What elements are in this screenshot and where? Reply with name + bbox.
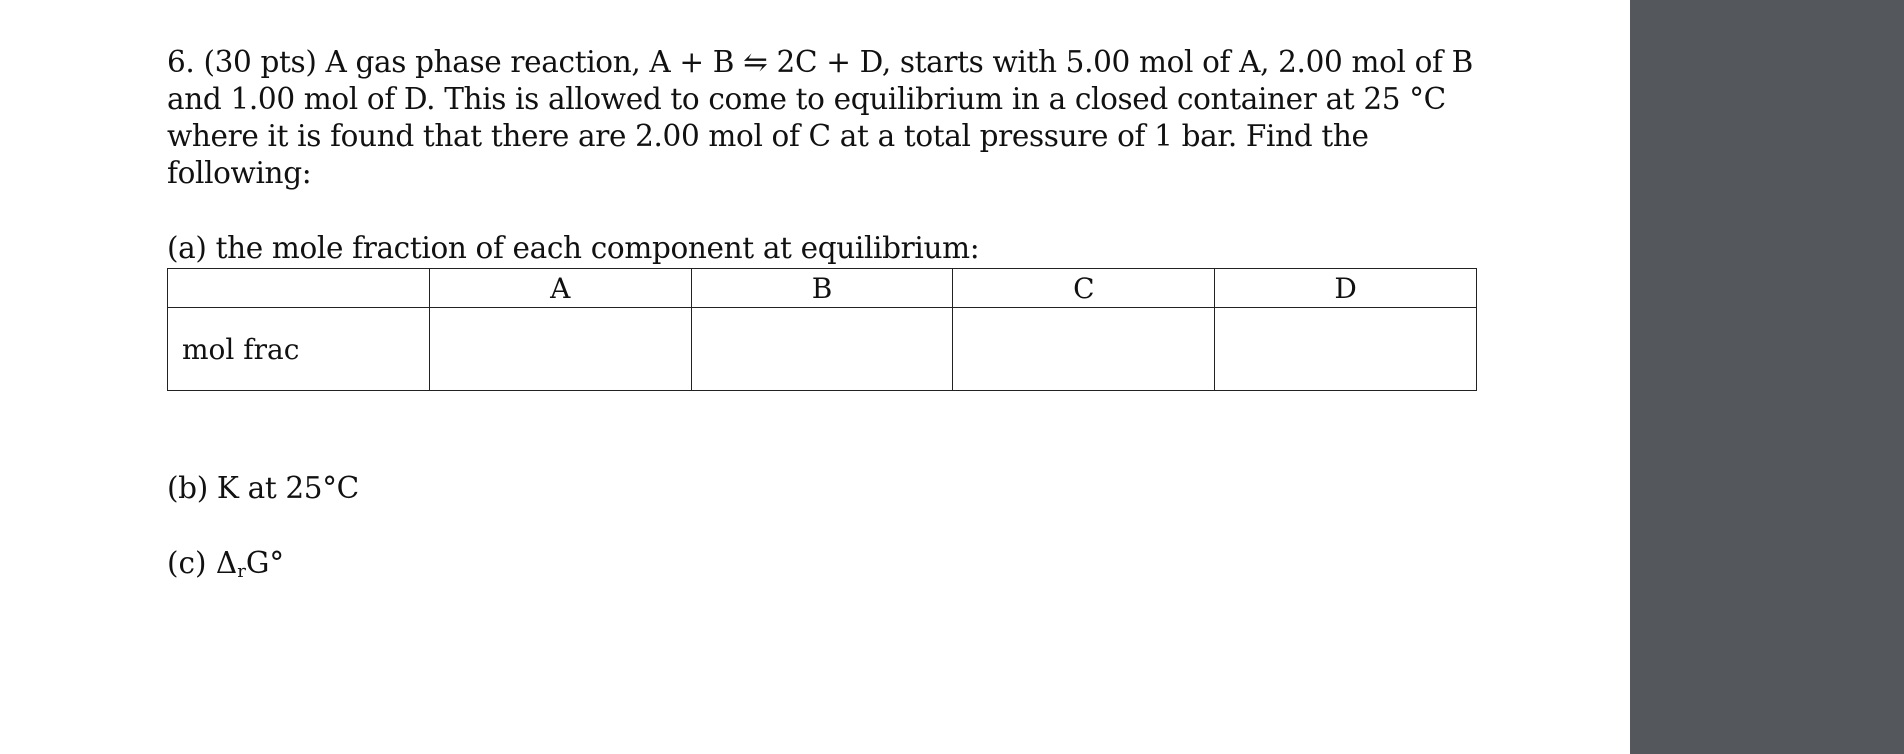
part-c-prefix: (c) Δ — [167, 546, 238, 580]
table-header-d: D — [1215, 269, 1477, 308]
table-row — [168, 308, 1477, 391]
viewer-side-panel — [1630, 0, 1904, 754]
cell-b — [691, 308, 953, 391]
part-a-prompt: (a) the mole fraction of each component at equilibrium: — [167, 231, 980, 265]
table-header-b: B — [691, 269, 953, 308]
table-header-a: A — [429, 269, 691, 308]
question-block — [167, 44, 1487, 267]
part-b-prompt: (b) K at 25°C — [167, 471, 359, 505]
part-c-suffix: G° — [245, 546, 285, 580]
row-label-mol-frac: mol frac — [168, 308, 430, 391]
mole-fraction-table — [167, 268, 1477, 391]
cell-d — [1215, 308, 1477, 391]
table-header-row — [168, 269, 1477, 308]
part-c-subscript: r — [237, 561, 246, 582]
table-header-empty — [168, 269, 430, 308]
part-c-prompt — [167, 545, 284, 590]
question-text: 6. (30 pts) A gas phase reaction, A + B ⇋ 2C + D, starts with 5.00 mol of A, 2.00 mol of B and 1.00 mol of D. This is allowed to come to equilibrium in a closed container at 25 °C where it is found that there are 2.00 mol of C at a total pressure of 1 bar. Find the following: — [167, 45, 1473, 190]
cell-a — [429, 308, 691, 391]
table-header-c: C — [953, 269, 1215, 308]
cell-c — [953, 308, 1215, 391]
